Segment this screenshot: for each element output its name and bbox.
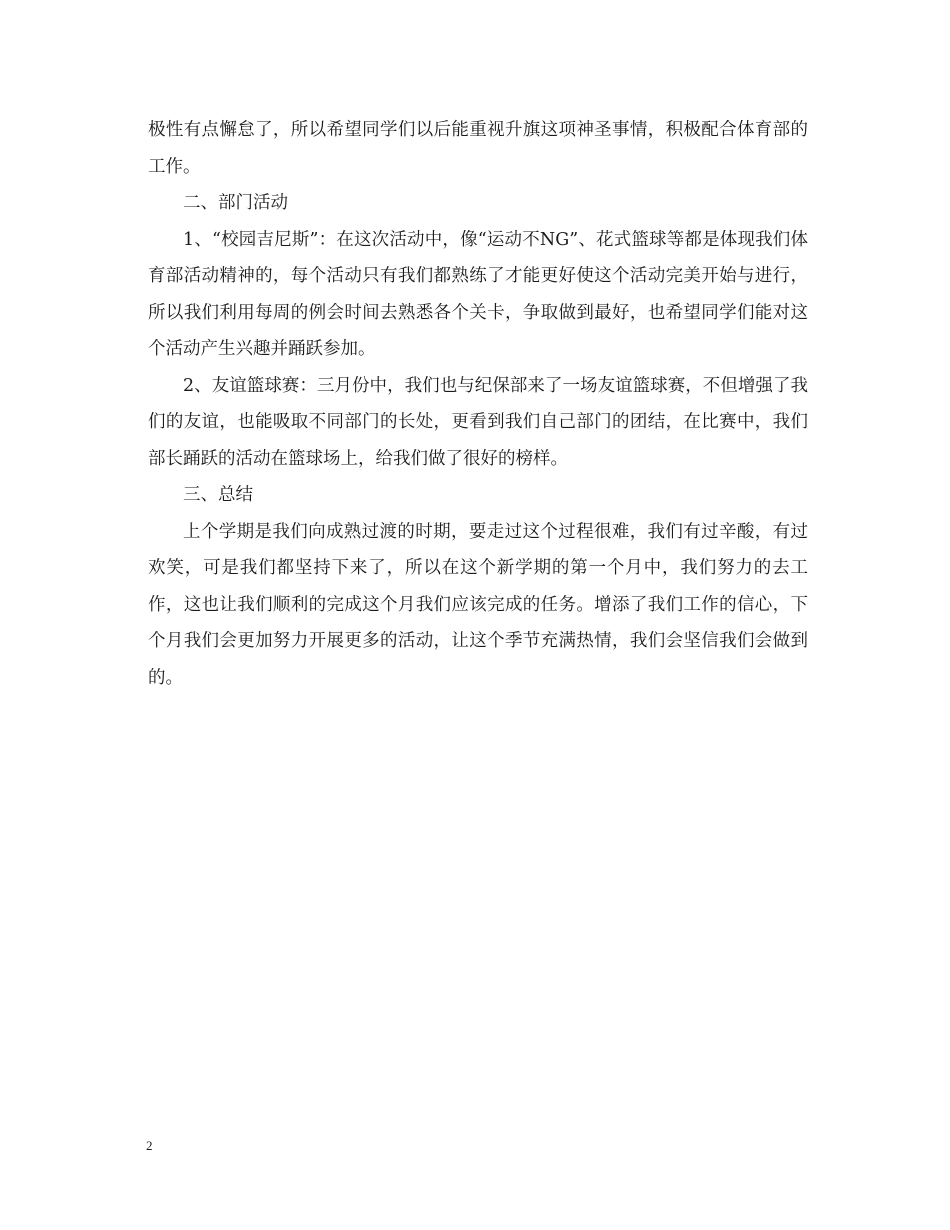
section-heading-department-activities: 二、部门活动 <box>183 193 288 213</box>
paragraph-friendship-basketball: 2、友谊篮球赛：三月份中，我们也与纪保部来了一场友谊篮球赛，不但增强了我们的友谊，也能吸取不同部门的长处，更看到我们自己部门的团结，在比赛中，我们部长踊跃的活动在篮球场上，给我们做了很好的榜样。 <box>148 375 808 469</box>
page-number: 2 <box>146 1138 153 1153</box>
paragraph-summary: 上个学期是我们向成熟过渡的时期，要走过这个过程很难，我们有过辛酸，有过欢笑，可是我们都坚持下来了，所以在这个新学期的第一个月中，我们努力的去工作，这也让我们顺利的完成这个月我们应该完成的任务。增添了我们工作的信心，下个月我们会更加努力开展更多的活动，让这个季节充满热情，我们会坚信我们会做到的。 <box>148 521 808 688</box>
paragraph-campus-guinness: 1、“校园吉尼斯”：在这次活动中，像“运动不NG”、花式篮球等都是体现我们体育部活动精神的，每个活动只有我们都熟练了才能更好使这个活动完美开始与进行，所以我们利用每周的例会时间去熟悉各个关卡，争取做到最好，也希望同学们能对这个活动产生兴趣并踊跃参加。 <box>148 229 808 359</box>
document-body <box>148 112 808 696</box>
paragraph-continuation: 极性有点懈怠了，所以希望同学们以后能重视升旗这项神圣事情，积极配合体育部的工作。 <box>148 120 808 177</box>
section-heading-summary: 三、总结 <box>183 485 253 505</box>
